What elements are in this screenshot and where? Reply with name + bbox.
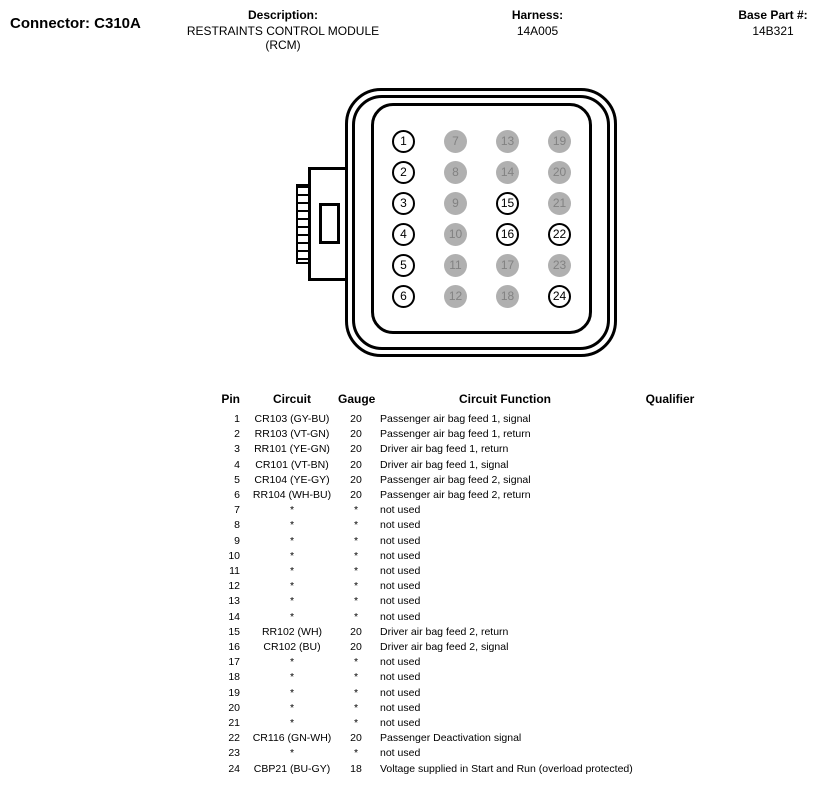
cell-function: not used: [380, 747, 421, 760]
cell-function: not used: [380, 656, 421, 669]
cell-gauge: *: [353, 519, 359, 532]
cell-gauge: 20: [350, 458, 362, 471]
pin-row-5: [213, 473, 710, 488]
pin-field: [371, 103, 592, 334]
pin-row-20: [213, 701, 710, 716]
harness-block: [460, 8, 615, 38]
cell-qualifier: [630, 518, 710, 533]
cell-qualifier: [630, 610, 710, 625]
cell-circuit: *: [289, 565, 295, 578]
pin-row-22: [213, 731, 710, 746]
pin-12: 12: [444, 285, 467, 308]
pin-17: 17: [496, 254, 519, 277]
pin-row-23: [213, 746, 710, 761]
pin-23: 23: [548, 254, 571, 277]
connector-title: Connector: C310A: [10, 15, 141, 32]
cell-qualifier: [630, 503, 710, 518]
cell-function: Driver air bag feed 2, return: [380, 625, 509, 638]
cell-circuit: *: [289, 686, 295, 699]
cell-gauge: *: [353, 504, 359, 517]
cell-pin: 13: [228, 595, 240, 608]
cell-circuit: CBP21 (BU-GY): [253, 762, 331, 775]
cell-gauge: *: [353, 549, 359, 562]
cell-gauge: *: [353, 656, 359, 669]
cell-qualifier: [630, 412, 710, 427]
cell-qualifier: [630, 549, 710, 564]
pin-row-12: [213, 579, 710, 594]
cell-gauge: 20: [350, 641, 362, 654]
cell-circuit: *: [289, 656, 295, 669]
cell-gauge: *: [353, 717, 359, 730]
cell-qualifier: [630, 488, 710, 503]
cell-circuit: RR103 (VT-GN): [254, 428, 330, 441]
cell-circuit: *: [289, 549, 295, 562]
cell-pin: 22: [228, 732, 240, 745]
cell-circuit: *: [289, 580, 295, 593]
cell-pin: 9: [234, 534, 240, 547]
cell-pin: 15: [228, 625, 240, 638]
cell-circuit: RR102 (WH): [261, 625, 323, 638]
cell-pin: 16: [228, 641, 240, 654]
cell-function: not used: [380, 549, 421, 562]
cell-function: Driver air bag feed 1, signal: [380, 458, 509, 471]
cell-function: Driver air bag feed 2, signal: [380, 641, 509, 654]
pin-3: 3: [392, 192, 415, 215]
cell-pin: 2: [234, 428, 240, 441]
cell-qualifier: [630, 594, 710, 609]
cell-function: not used: [380, 519, 421, 532]
description-block: [178, 8, 388, 52]
cell-qualifier: [630, 442, 710, 457]
pin-8: 8: [444, 161, 467, 184]
cell-qualifier: [630, 473, 710, 488]
cell-function: not used: [380, 580, 421, 593]
header-circuit: Circuit: [272, 392, 311, 406]
cell-circuit: *: [289, 534, 295, 547]
cell-qualifier: [630, 701, 710, 716]
pin-21: 21: [548, 192, 571, 215]
cell-gauge: 18: [350, 762, 362, 775]
cell-pin: 10: [228, 549, 240, 562]
cell-qualifier: [630, 427, 710, 442]
pin-13: 13: [496, 130, 519, 153]
cell-pin: 17: [228, 656, 240, 669]
pin-row-2: [213, 427, 710, 442]
cell-qualifier: [630, 579, 710, 594]
cell-circuit: CR104 (YE-GY): [254, 473, 330, 486]
cell-function: not used: [380, 717, 421, 730]
cell-pin: 12: [228, 580, 240, 593]
pin-16: 16: [496, 223, 519, 246]
cell-pin: 18: [228, 671, 240, 684]
cell-function: not used: [380, 595, 421, 608]
cell-function: not used: [380, 701, 421, 714]
cell-circuit: CR103 (GY-BU): [254, 413, 330, 425]
cell-pin: 6: [234, 489, 240, 502]
pin-20: 20: [548, 161, 571, 184]
header-qualifier: Qualifier: [645, 392, 695, 406]
cell-circuit: RR104 (WH-BU): [252, 489, 332, 502]
pin-5: 5: [392, 254, 415, 277]
cell-qualifier: [630, 670, 710, 685]
pin-9: 9: [444, 192, 467, 215]
cell-circuit: *: [289, 717, 295, 730]
cell-qualifier: [630, 655, 710, 670]
cell-gauge: *: [353, 580, 359, 593]
header-gauge: Gauge: [338, 392, 376, 406]
pin-row-9: [213, 534, 710, 549]
pin-10: 10: [444, 223, 467, 246]
cell-circuit: *: [289, 504, 295, 517]
pin-1: 1: [392, 130, 415, 153]
cell-pin: 20: [228, 701, 240, 714]
harness-label: Harness:: [511, 8, 564, 22]
pin-row-21: [213, 716, 710, 731]
cell-gauge: 20: [350, 443, 362, 456]
pin-row-7: [213, 503, 710, 518]
cell-gauge: 20: [350, 732, 362, 745]
cell-gauge: *: [353, 671, 359, 684]
description-label: Description:: [247, 8, 318, 22]
pin-row-18: [213, 670, 710, 685]
cell-gauge: *: [353, 747, 359, 760]
pin-row-19: [213, 686, 710, 701]
cell-circuit: CR102 (BU): [263, 641, 321, 654]
cell-qualifier: [630, 716, 710, 731]
cell-function: not used: [380, 534, 421, 547]
cell-pin: 23: [228, 747, 240, 760]
header-pin: Pin: [221, 392, 240, 406]
cell-function: not used: [380, 610, 421, 623]
cell-qualifier: [630, 762, 710, 777]
base-part-value: 14B321: [752, 24, 794, 38]
cell-function: Passenger air bag feed 2, return: [380, 489, 531, 502]
pin-24: 24: [548, 285, 571, 308]
cell-circuit: *: [289, 671, 295, 684]
pin-row-13: [213, 594, 710, 609]
pin-row-1: [213, 412, 710, 427]
pin-row-10: [213, 549, 710, 564]
cell-gauge: *: [353, 565, 359, 578]
pin-row-8: [213, 518, 710, 533]
pin-14: 14: [496, 161, 519, 184]
cell-pin: 3: [234, 443, 240, 456]
cell-circuit: CR116 (GN-WH): [252, 732, 332, 745]
cell-circuit: *: [289, 701, 295, 714]
cell-pin: 11: [229, 565, 240, 578]
cell-circuit: RR101 (YE-GN): [254, 443, 330, 456]
connector-latch-slot: [319, 203, 340, 244]
pin-18: 18: [496, 285, 519, 308]
cell-qualifier: [630, 746, 710, 761]
cell-qualifier: [630, 731, 710, 746]
base-part-block: [718, 8, 828, 38]
table-header-row: [213, 392, 710, 412]
cell-circuit: CR101 (VT-BN): [255, 458, 329, 471]
description-value: RESTRAINTS CONTROL MODULE (RCM): [186, 24, 380, 52]
pin-4: 4: [392, 223, 415, 246]
cell-function: Passenger air bag feed 2, signal: [380, 473, 531, 486]
pin-row-15: [213, 625, 710, 640]
cell-circuit: *: [289, 519, 295, 532]
cell-gauge: 20: [350, 625, 362, 638]
cell-gauge: *: [353, 701, 359, 714]
harness-value: 14A005: [516, 24, 559, 38]
base-part-label: Base Part #:: [738, 8, 808, 22]
pin-table: [213, 392, 710, 777]
pin-22: 22: [548, 223, 571, 246]
pin-grid: [392, 130, 571, 308]
cell-function: Voltage supplied in Start and Run (overload protected): [380, 762, 633, 775]
cell-pin: 8: [234, 519, 240, 532]
pin-6: 6: [392, 285, 415, 308]
cell-qualifier: [630, 534, 710, 549]
cell-function: not used: [380, 504, 421, 517]
pin-15: 15: [496, 192, 519, 215]
pin-row-24: [213, 762, 710, 777]
cell-gauge: 20: [350, 413, 362, 425]
pin-row-17: [213, 655, 710, 670]
cell-pin: 24: [228, 762, 240, 775]
pin-row-14: [213, 610, 710, 625]
cell-gauge: 20: [350, 473, 362, 486]
pin-row-6: [213, 488, 710, 503]
cell-pin: 19: [228, 686, 240, 699]
header-function: Circuit Function: [459, 392, 551, 406]
cell-qualifier: [630, 564, 710, 579]
cell-function: Passenger air bag feed 1, signal: [380, 413, 531, 425]
pin-row-11: [213, 564, 710, 579]
pin-11: 11: [444, 254, 467, 277]
cell-gauge: *: [353, 686, 359, 699]
cell-pin: 5: [234, 473, 240, 486]
pin-row-4: [213, 458, 710, 473]
cell-pin: 1: [234, 413, 240, 425]
cell-gauge: *: [353, 610, 359, 623]
pin-row-16: [213, 640, 710, 655]
cell-function: Driver air bag feed 1, return: [380, 443, 509, 456]
cell-gauge: 20: [350, 428, 362, 441]
cell-pin: 7: [234, 504, 240, 517]
cell-circuit: *: [289, 747, 295, 760]
pin-2: 2: [392, 161, 415, 184]
cell-gauge: 20: [350, 489, 362, 502]
cell-function: not used: [380, 686, 421, 699]
cell-function: not used: [380, 671, 421, 684]
cell-function: Passenger Deactivation signal: [380, 732, 522, 745]
cell-function: not used: [380, 565, 421, 578]
cell-qualifier: [630, 625, 710, 640]
cell-pin: 4: [234, 458, 240, 471]
cell-gauge: *: [353, 534, 359, 547]
cell-pin: 14: [228, 610, 240, 623]
cell-qualifier: [630, 640, 710, 655]
cell-qualifier: [630, 686, 710, 701]
cell-qualifier: [630, 458, 710, 473]
cell-pin: 21: [228, 717, 240, 730]
cell-circuit: *: [289, 595, 295, 608]
cell-circuit: *: [289, 610, 295, 623]
cell-gauge: *: [353, 595, 359, 608]
pin-row-3: [213, 442, 710, 457]
pin-table-body: [213, 412, 710, 777]
pin-7: 7: [444, 130, 467, 153]
pin-19: 19: [548, 130, 571, 153]
cell-function: Passenger air bag feed 1, return: [380, 428, 531, 441]
